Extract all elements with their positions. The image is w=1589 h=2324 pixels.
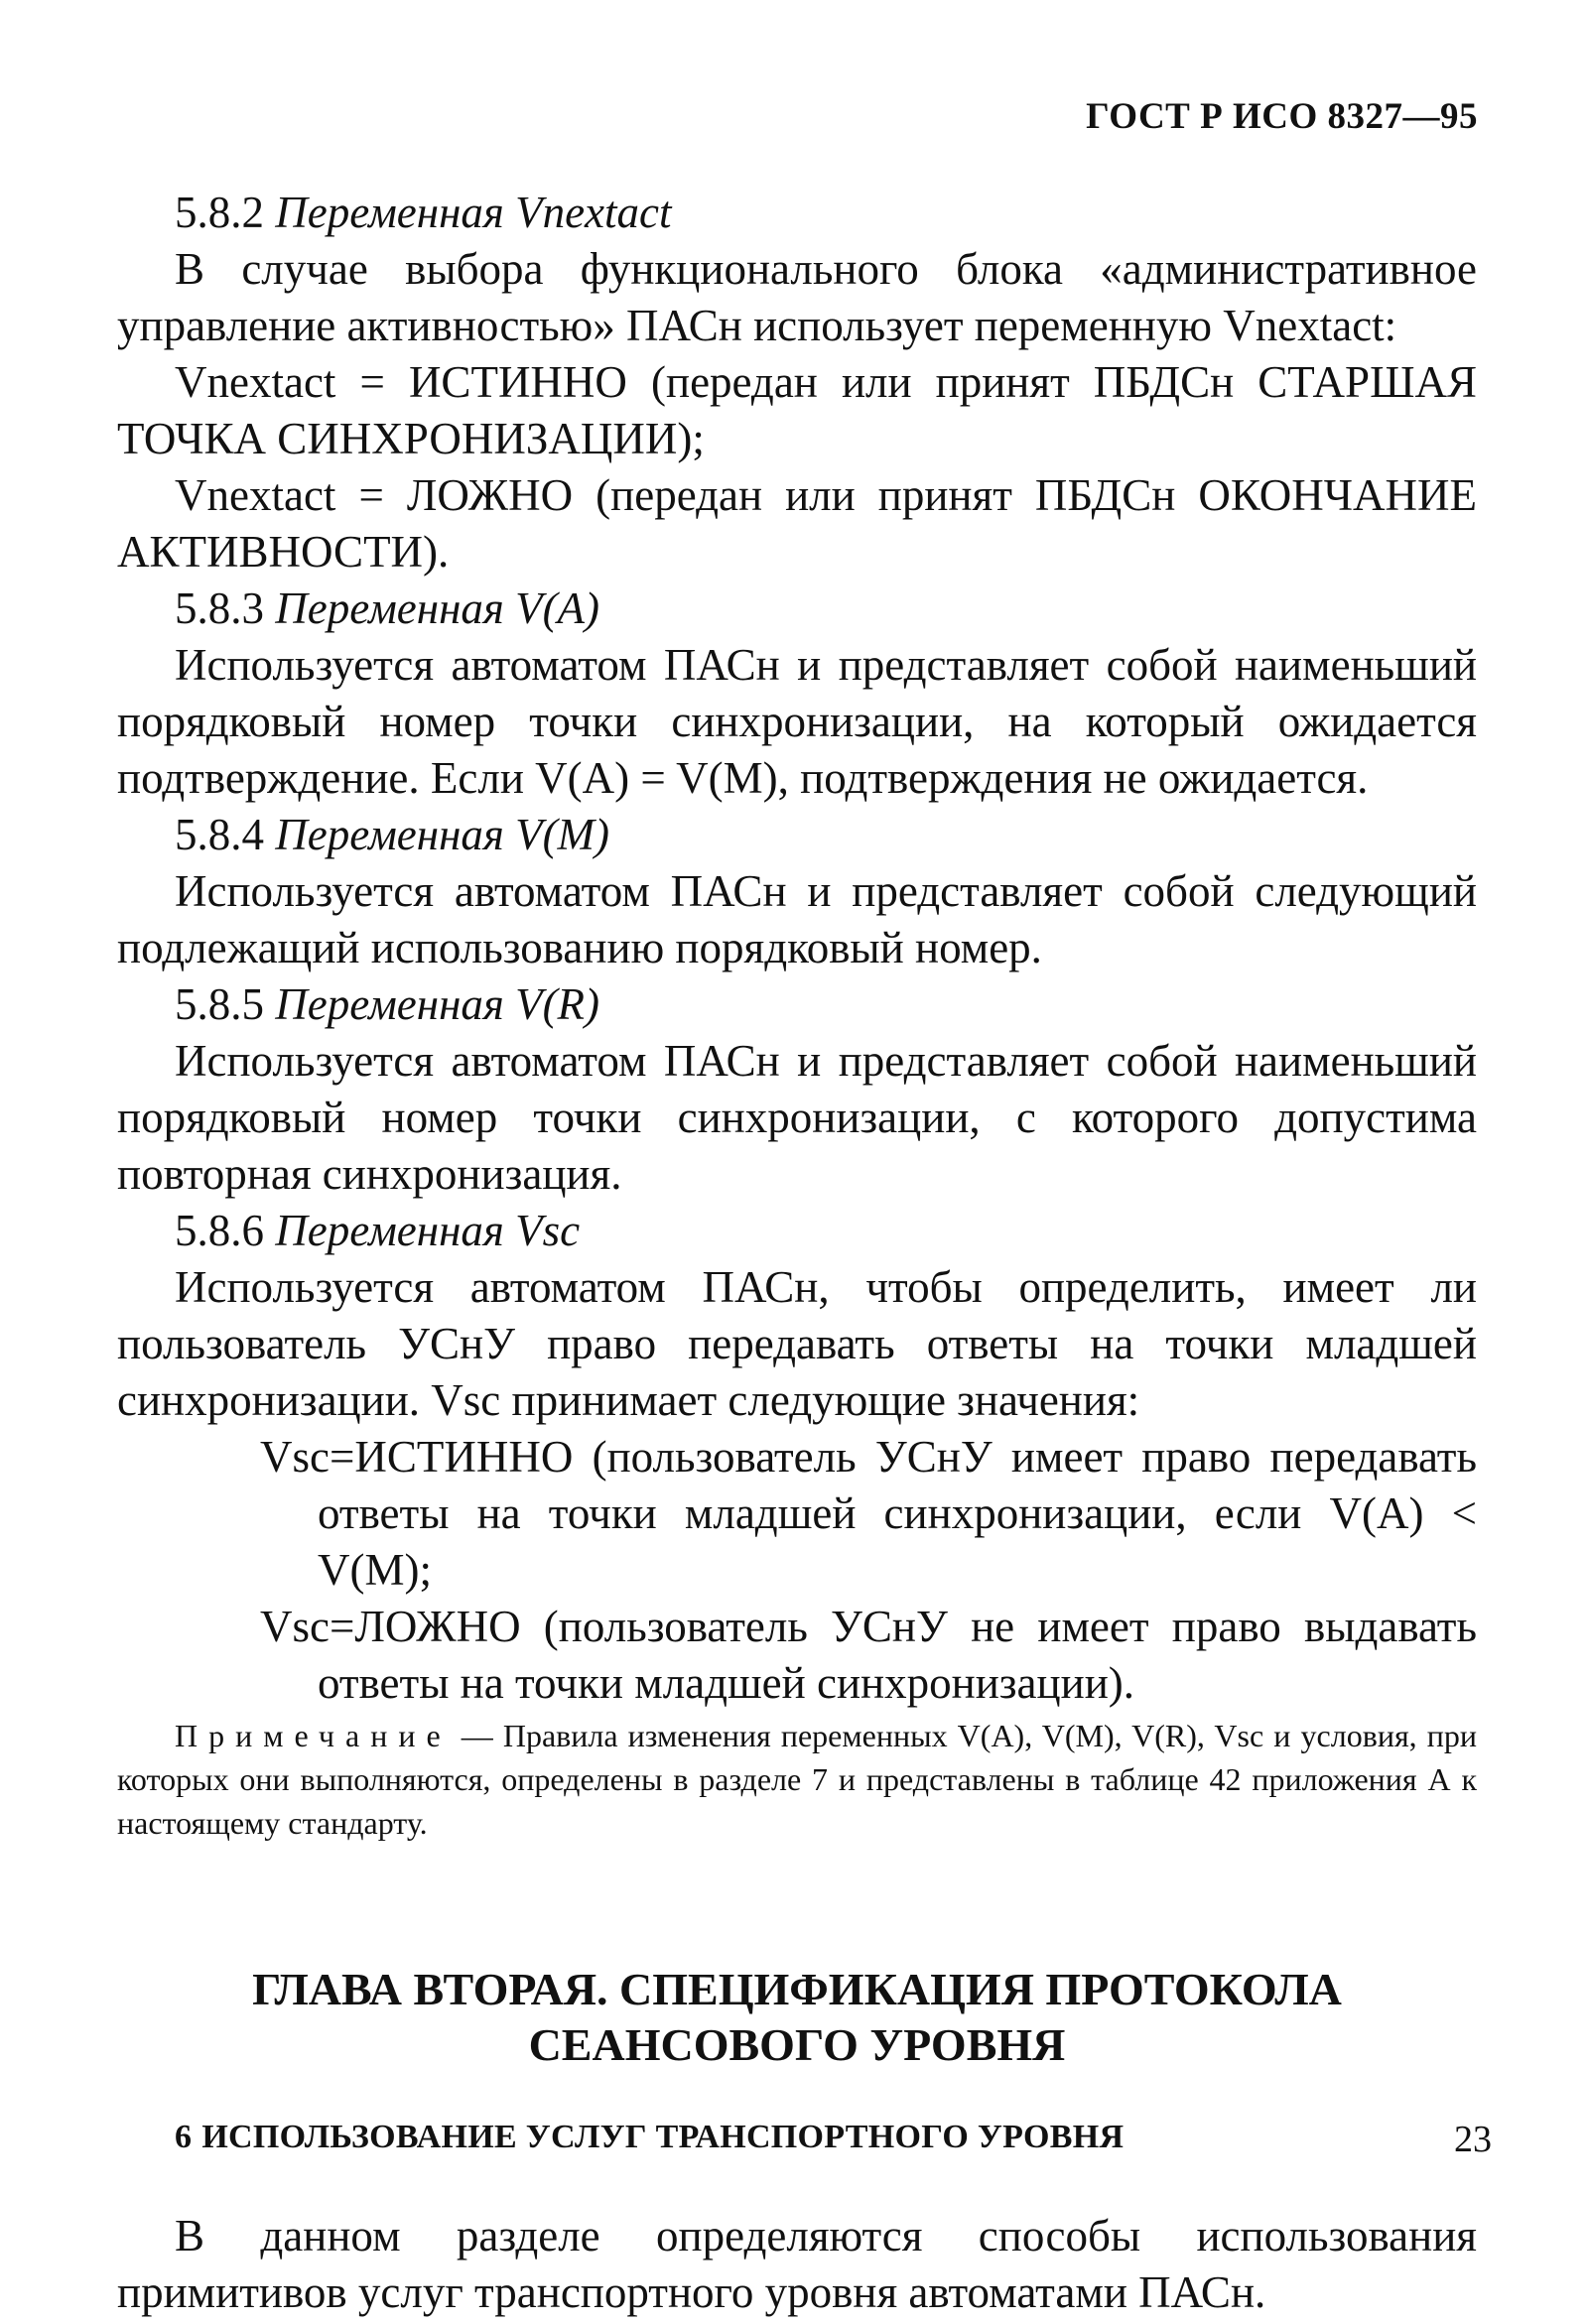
chapter-heading xyxy=(117,1962,1477,2073)
section-heading-5-8-4 xyxy=(117,807,1477,863)
section-6-heading xyxy=(175,2115,1477,2160)
section-title: ИСПОЛЬЗОВАНИЕ УСЛУГ ТРАНСПОРТНОГО УРОВНЯ xyxy=(201,2119,1125,2155)
note-text: Правила изменения переменных V(A), V(M), V(R), Vsc и условия, при которых они выполняются, определены в разделе 7 и представлены в таблице 42 приложения А к настоящему стандарту. xyxy=(117,1718,1478,1841)
paragraph: Используется автоматом ПАСн и представляет собой следующий подлежащий использованию порядковый номер. xyxy=(117,866,1477,972)
section-number: 5.8.3 xyxy=(175,583,264,633)
page-number: 23 xyxy=(1454,2119,1492,2160)
section-title: Переменная Vnextact xyxy=(275,188,672,237)
standard-header: ГОСТ Р ИСО 8327—95 xyxy=(1086,96,1478,137)
paragraph: Vnextact = ЛОЖНО (передан или принят ПБДСн ОКОНЧАНИЕ АКТИВНОСТИ). xyxy=(117,470,1477,577)
section-title: Переменная V(M) xyxy=(275,810,610,859)
section-heading-5-8-6 xyxy=(117,1203,1477,1259)
paragraph: Vsc=ИСТИННО (пользователь УСнУ имеет право передавать ответы на точки младшей синхронизации, если V(A) < V(M); xyxy=(260,1432,1477,1595)
section-heading-5-8-3 xyxy=(117,581,1477,637)
section-number: 6 xyxy=(175,2119,193,2155)
section-number: 5.8.2 xyxy=(175,188,264,237)
paragraph: В случае выбора функционального блока «административное управление активностью» ПАСн использует переменную Vnextact: xyxy=(117,244,1477,350)
paragraph: Используется автоматом ПАСн и представляет собой наименьший порядковый номер точки синхронизации, на который ожидается подтверждение. Если V(A) = V(M), подтверждения не ожидается. xyxy=(117,640,1477,803)
section-title: Переменная Vsc xyxy=(275,1206,581,1255)
note-paragraph xyxy=(117,1714,1477,1845)
section-heading-5-8-5 xyxy=(117,976,1477,1033)
paragraph: Используется автоматом ПАСн, чтобы определить, имеет ли пользователь УСнУ право передавать ответы на точки младшей синхронизации. Vsc принимает следующие значения: xyxy=(117,1262,1477,1425)
paragraph: В данном разделе определяются способы использования примитивов услуг транспортного уровня автоматами ПАСн. xyxy=(117,2211,1477,2317)
page-content xyxy=(117,185,1477,2321)
chapter-heading-line-2: СЕАНСОВОГО УРОВНЯ xyxy=(528,2019,1066,2070)
paragraph: Используется автоматом ПАСн и представляет собой наименьший порядковый номер точки синхронизации, с которого допустима повторная синхронизация. xyxy=(117,1036,1477,1199)
paragraph: Vsc=ЛОЖНО (пользователь УСнУ не имеет право выдавать ответы на точки младшей синхронизации). xyxy=(260,1602,1477,1708)
note-dash: — xyxy=(451,1718,503,1753)
section-title: Переменная V(R) xyxy=(275,979,600,1029)
section-heading-5-8-2 xyxy=(117,185,1477,241)
section-number: 5.8.6 xyxy=(175,1206,264,1255)
section-number: 5.8.4 xyxy=(175,810,264,859)
section-number: 5.8.5 xyxy=(175,979,264,1029)
note-label: Примечание xyxy=(175,1718,452,1753)
section-title: Переменная V(A) xyxy=(275,583,600,633)
paragraph: Vnextact = ИСТИННО (передан или принят ПБДСн СТАРШАЯ ТОЧКА СИНХРОНИЗАЦИИ); xyxy=(117,357,1477,463)
chapter-heading-line-1: ГЛАВА ВТОРАЯ. СПЕЦИФИКАЦИЯ ПРОТОКОЛА xyxy=(252,1964,1342,2014)
